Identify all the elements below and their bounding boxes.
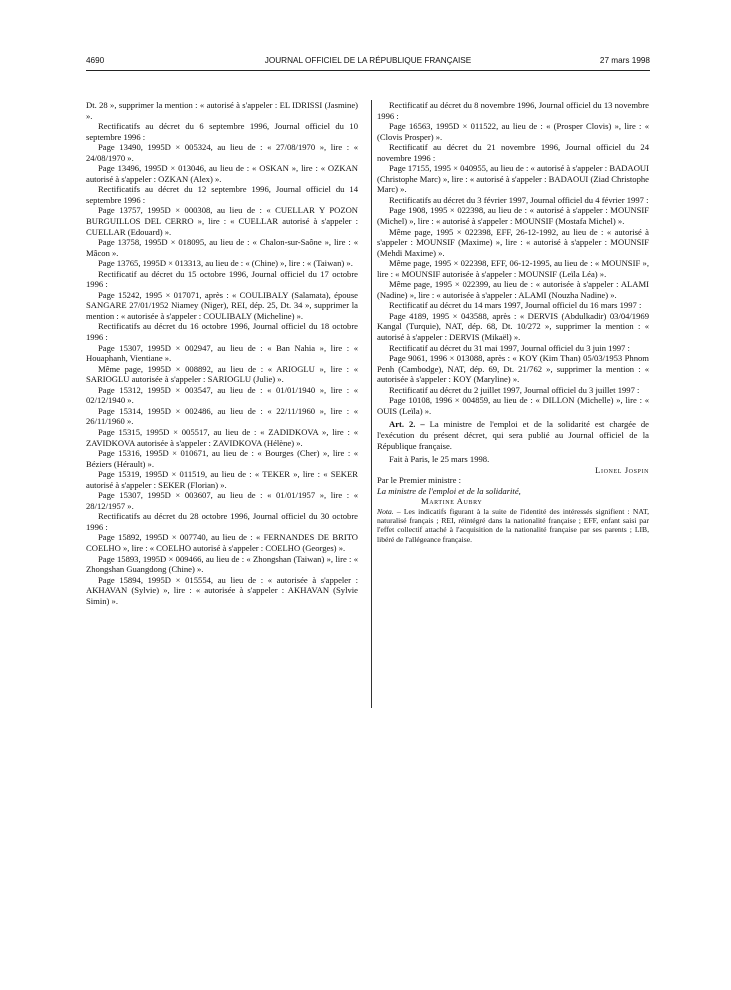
place-date: Fait à Paris, le 25 mars 1998. <box>389 454 490 465</box>
erratum-paragraph: Rectificatif au décret du 14 mars 1997, Journal officiel du 16 mars 1997 : <box>389 300 642 311</box>
page-number: 4690 <box>86 56 105 65</box>
nota-label: Nota. – <box>377 506 401 516</box>
erratum-paragraph: Rectificatifs au décret du 16 octobre 1996, Journal officiel du 18 octobre 1996 : <box>86 321 358 343</box>
erratum-paragraph: Page 17155, 1995 × 040955, au lieu de : « autorisé à s'appeler : BADAOUI (Christophe Marc) », lire : « autorisé à s'appeler : BADAOUI (Ziad Christophe Marc) ». <box>377 163 649 195</box>
erratum-paragraph: Rectificatif au décret du 15 octobre 1996, Journal officiel du 17 octobre 1996 : <box>86 268 358 290</box>
erratum-paragraph: Rectificatif au décret du 31 mai 1997, Journal officiel du 3 juin 1997 : <box>389 342 630 353</box>
header-rule <box>86 70 650 71</box>
erratum-paragraph: Dt. 28 », supprimer la mention : « autorisé à s'appeler : EL IDRISSI (Jasmine) ». <box>86 100 358 121</box>
erratum-paragraph: Page 13765, 1995D × 013313, au lieu de : « (Chine) », lire : « (Taiwan) ». <box>98 258 353 269</box>
erratum-paragraph: Page 13490, 1995D × 005324, au lieu de : « 27/08/1970 », lire : « 24/08/1970 ». <box>86 142 358 163</box>
erratum-paragraph: Page 9061, 1996 × 013088, après : « KOY (Kim Than) 05/03/1953 Phnom Penh (Cambodge), NAT, dép. 69, Dt. 21/762 », supprimer la mention : « autorisée à s'appeler : KOY (Maryline) ». <box>377 353 649 385</box>
erratum-paragraph: Même page, 1995D × 008892, au lieu de : « ARIOGLU », lire : « SARIOGLU autorisée à s'appeler : SARIOGLU (Julie) ». <box>86 363 358 385</box>
minister-title: La ministre de l'emploi et de la solidarité, <box>377 485 521 496</box>
erratum-paragraph: Page 15312, 1995D × 003547, au lieu de : « 01/01/1940 », lire : « 02/12/1940 ». <box>86 384 358 406</box>
erratum-paragraph: Même page, 1995 × 022398, EFF, 26-12-1992, au lieu de : « autorisé à s'appeler : MOUNSIF (Maxime) », lire : « autorisé à s'appeler : MOUNSIF (Mehdi Maxime) ». <box>377 226 649 258</box>
erratum-paragraph: Page 15242, 1995 × 017071, après : « COULIBALY (Salamata), épouse SANGARE 27/01/1952 Niamey (Niger), REI, dép. 25, Dt. 34 », supprimer la mention : « autorisée à s'appeler : COULIBALY (Micheline) ». <box>86 289 358 321</box>
erratum-paragraph: Même page, 1995 × 022398, EFF, 06-12-1995, au lieu de : « MOUNSIF », lire : « MOUNSIF autorisée à s'appeler : MOUNSIF (Leïla Léa) ». <box>377 258 649 279</box>
erratum-paragraph: Rectificatifs au décret du 3 février 1997, Journal officiel du 4 février 1997 : <box>389 194 649 205</box>
nota-text: Les indicatifs figurant à la suite de l'identité des intéressés signifient : NAT, naturalisé français ; REI, réintégré dans la nationalité française ; EFF, enfant saisi par l'effet collectif attaché à l'acquisition de la nationalité française par ses parents ; LIB, libéré de l'allégeance française. <box>377 506 649 544</box>
erratum-paragraph: Page 15894, 1995D × 015554, au lieu de : « autorisée à s'appeler : AKHAVAN (Sylvie) », lire : « autorisée à s'appeler : AKHAVAN (Sylvie Simin) ». <box>86 574 358 606</box>
erratum-paragraph: Page 13758, 1995D × 018095, au lieu de : « Chalon-sur-Saône », lire : « Mâcon ». <box>86 237 358 258</box>
erratum-paragraph: Rectificatifs au décret du 12 septembre 1996, Journal officiel du 14 septembre 1996 : <box>86 184 358 205</box>
par-le-premier-ministre: Par le Premier ministre : <box>377 475 462 486</box>
article-label: Art. 2. – <box>389 419 425 430</box>
erratum-paragraph: Rectificatif au décret du 8 novembre 1996, Journal officiel du 13 novembre 1996 : <box>377 100 649 121</box>
erratum-paragraph: Page 15314, 1995D × 002486, au lieu de : « 22/11/1960 », lire : « 26/11/1960 ». <box>86 405 358 427</box>
right-column <box>377 100 649 544</box>
erratum-paragraph: Page 15319, 1995D × 011519, au lieu de : « TEKER », lire : « SEKER autorisé à s'appeler : SEKER (Florian) ». <box>86 469 358 490</box>
erratum-paragraph: Page 15307, 1995D × 003607, au lieu de : « 01/01/1957 », lire : « 28/12/1957 ». <box>86 490 358 511</box>
erratum-paragraph: Rectificatif au décret du 21 novembre 1996, Journal officiel du 24 novembre 1996 : <box>377 142 649 163</box>
column-separator <box>371 100 372 708</box>
erratum-paragraph: Page 15307, 1995D × 002947, au lieu de : « Ban Nahia », lire : « Houaphanh, Vientiane ». <box>86 342 358 364</box>
nota-note <box>377 507 649 544</box>
page-header <box>86 56 650 70</box>
signatory-name: Lionel Jospin <box>595 464 649 475</box>
erratum-paragraph: Page 15892, 1995D × 007740, au lieu de : « FERNANDES DE BRITO COELHO », lire : « COELHO autorisé à s'appeler : COELHO (Georges) ». <box>86 532 358 553</box>
erratum-paragraph: Page 4189, 1995 × 043588, après : « DERVIS (Abdulkadir) 03/04/1969 Kangal (Turquie), NAT, dép. 68, Dt. 10/272 », supprimer la mention : « autorisé à s'appeler : DERVIS (Mikaël) ». <box>377 310 649 343</box>
article-text: La ministre de l'emploi et de la solidarité est chargée de l'exécution du présent décret, qui sera publié au Journal officiel de la République française. <box>377 419 649 451</box>
erratum-paragraph: Même page, 1995 × 022399, au lieu de : « autorisée à s'appeler : ALAMI (Nadine) », lire : « autorisée à s'appeler : ALAMI (Nouzha Nadine) ». <box>377 279 649 300</box>
erratum-paragraph: Rectificatifs au décret du 28 octobre 1996, Journal officiel du 30 octobre 1996 : <box>86 511 358 532</box>
erratum-paragraph: Rectificatif au décret du 2 juillet 1997, Journal officiel du 3 juillet 1997 : <box>389 384 640 395</box>
erratum-paragraph: Page 10108, 1996 × 004859, au lieu de : « DILLON (Michelle) », lire : « OUIS (Leïla) ». <box>377 395 649 416</box>
left-column <box>86 100 358 606</box>
erratum-paragraph: Page 15316, 1995D × 010671, au lieu de : « Bourges (Cher) », lire : « Béziers (Hérault) ». <box>86 448 358 469</box>
erratum-paragraph: Page 1908, 1995 × 022398, au lieu de : « autorisé à s'appeler : MOUNSIF (Michel) », lire : « autorisé à s'appeler : MOUNSIF (Mostafa Michel) ». <box>377 205 649 227</box>
article-2 <box>377 419 649 451</box>
erratum-paragraph: Page 16563, 1995D × 011522, au lieu de : « (Prosper Clovis) », lire : « (Clovis Prosper) ». <box>377 121 649 142</box>
erratum-paragraph: Rectificatifs au décret du 6 septembre 1996, Journal officiel du 10 septembre 1996 : <box>86 121 358 142</box>
publication-date: 27 mars 1998 <box>599 56 650 65</box>
journal-title: JOURNAL OFFICIEL DE LA RÉPUBLIQUE FRANÇAISE <box>264 56 472 65</box>
erratum-paragraph: Page 13757, 1995D × 000308, au lieu de : « CUELLAR Y POZON BURGUILLOS DEL CERRO », lire : « CUELLAR autorisé à s'appeler : CUELLAR (Edouard) ». <box>86 205 358 237</box>
erratum-paragraph: Page 15315, 1995D × 005517, au lieu de : « ZADIDKOVA », lire : « ZAVIDKOVA autorisée à s'appeler : ZAVIDKOVA (Hélène) ». <box>86 426 358 448</box>
right-column-entries <box>377 100 649 416</box>
minister-name: Martine Aubry <box>421 496 483 507</box>
erratum-paragraph: Page 15893, 1995D × 009466, au lieu de : « Zhongshan (Taiwan) », lire : « Zhongshan Guangdong (Chine) ». <box>86 553 358 575</box>
erratum-paragraph: Page 13496, 1995D × 013046, au lieu de : « OSKAN », lire : « OZKAN autorisé à s'appeler : OZKAN (Alex) ». <box>86 163 358 184</box>
